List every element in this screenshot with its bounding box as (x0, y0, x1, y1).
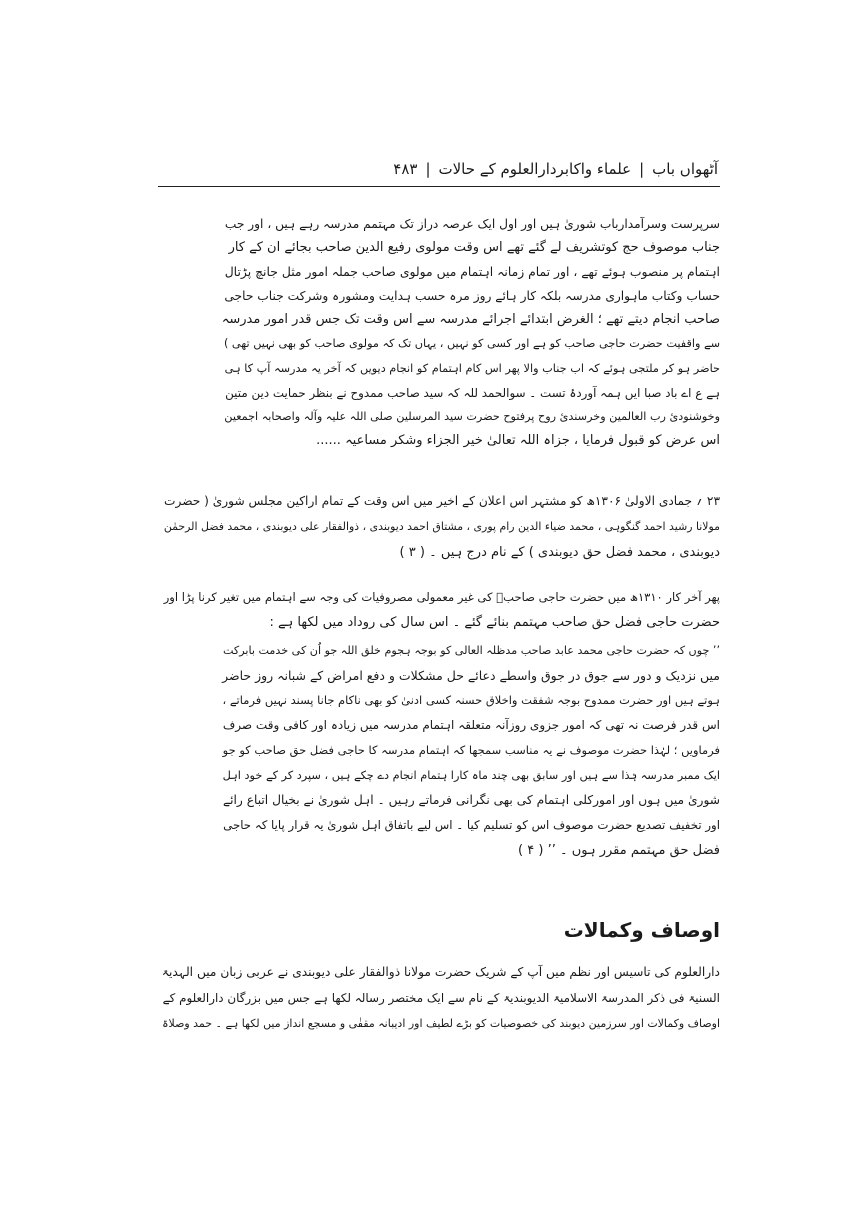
text-line: وخوشنودیٔ رب العالمین وخرسندیٔ روح پرفتوح حضرت سید المرسلین صلی اللہ علیہ وآلہ واصحابہ اجمعین (224, 409, 720, 423)
text-line: ۲۳ ؍ جمادی الاولیٰ ۱۳۰۶ھ کو مشتہر اس اعلان کے اخیر میں اس وقت کے تمام اراکین مجلس شوریٰ ( حضرت (164, 494, 720, 508)
text-line: فرماویں ؛ لہٰذا حضرت موصوف نے یہ مناسب سمجھا کہ اہتمام مدرسہ کا حاجی فضل حق صاحب کو جو (222, 743, 720, 757)
paragraph-1 (152, 489, 720, 565)
text-line: اس قدر فرصت نہ تھی کہ امور جزوی روزآنہ متعلقہ اہتمام مدرسہ میں زیادہ اور کافی وقت صرف (222, 718, 720, 732)
text-line: اہتمام پر منصوب ہوئے تھے ، اور تمام زمانہ اہتمام میں مولوی صاحب جملہ امور مثل جانچ پڑتال (224, 265, 720, 280)
text-line: دارالعلوم کی تاسیس اور نظم میں آپ کے شریک حضرت مولانا ذوالفقار علی دیوبندی نے عربی زبان میں الہدیۃ (161, 965, 720, 979)
text-line: ’’ چوں کہ حضرت حاجی محمد عابد صاحب مدظلہ العالی کو بوجہ ہجوم خلق اللہ جو اُن کی خدمت بابرکت (222, 644, 720, 657)
paragraph-3 (150, 960, 720, 1037)
text-line: حاضر ہو کر ملتجی ہوئے کہ اب جناب والا پھر اس کام اہتمام کو انجام دیویں کہ آخر یہ مدرسہ آپ کا ہی (224, 361, 720, 375)
section-heading: اوصاف وکمالات (563, 918, 720, 942)
text-line: ایک ممبر مدرسہ ہٰذا سے ہیں اور سابق بھی چند ماہ کارا ہتمام انجام دے چکے ہیں ، سپرد کر کے خود اہل (222, 769, 720, 782)
header-title: علماء واکابردارالعلوم کے حالات (438, 160, 632, 178)
text-line: حضرت حاجی فضل حق صاحب مہتمم بنائے گئے ۔ اس سال کی روداد میں لکھا ہے : (269, 615, 720, 630)
text-line: اس عرض کو قبول فرمایا ، جزاہ اللہ تعالیٰ خیر الجزاء وشکر مساعیہ ...... (316, 432, 720, 448)
quote-block-2 (212, 638, 720, 863)
text-line: السنیۃ فی ذکر المدرسۃ الاسلامیۃ الدیوبندیۃ کے نام سے ایک مختصر رسالہ لکھا ہے جس میں بزرگان دارالعلوم کے (162, 990, 720, 1005)
header-separator: | (639, 160, 645, 178)
text-line: شوریٰ میں ہوں اور امورکلی اہتمام کی بھی نگرانی فرماتے رہیں ۔ اہل شوریٰ نے بخیال اتباع رائے (222, 793, 720, 807)
running-header (158, 158, 718, 180)
text-line: میں نزدیک و دور سے جوق در جوق واسطے دعائے حل مشکلات و دفع امراض کے شبانہ روز حاضر (222, 668, 720, 683)
text-line: جناب موصوف حج کوتشریف لے گئے تھے اس وقت مولوی رفیع الدین صاحب بجائے ان کے کار (228, 240, 720, 256)
text-line: اور تخفیف تصدیع حضرت موصوف اس کو تسلیم کیا ۔ اس لیے باتفاق اہل شوریٰ یہ قرار پایا کہ حاجی (223, 818, 720, 832)
text-line: دیوبندی ، محمد فضل حق دیوبندی ) کے نام درج ہیں ۔ ( ۳ ) (399, 544, 720, 560)
text-line: حساب وکتاب ماہواری مدرسہ بلکہ کار ہائے روز مرہ حسب ہدایت ومشورہ وشرکت جناب حاجی (224, 289, 720, 304)
header-rule (158, 186, 720, 187)
text-line: ہے ع اے باد صبا ایں ہمہ آوردۂ تست ۔ سوالحمد للہ کہ سید صاحب ممدوح نے بنظر حمایت دین متین (225, 385, 720, 400)
chapter-label: آٹھواں باب (652, 160, 718, 178)
text-line: مولانا رشید احمد گنگوہی ، محمد ضیاء الدین رام پوری ، مشتاق احمد دیوبندی ، ذوالفقار علی دیوبندی ، محمد فضل الرحمٰن (163, 520, 720, 534)
text-line: ہوتے ہیں اور حضرت ممدوح بوجہ شفقت واخلاق حسنہ کسی ادنیٰ کو بھی ناکام جانا پسند نہیں فرماتے ، (222, 693, 720, 707)
text-line: صاحب انجام دیتے تھے ؛ الغرض ابتدائے اجرائے مدرسہ سے اس وقت تک جس قدر امور مدرسہ (221, 312, 720, 328)
quote-block-1 (214, 212, 720, 453)
text-line: فضل حق مہتمم مقرر ہوں ۔ ’’ ( ۴ ) (518, 843, 720, 858)
text-line: سے واقفیت حضرت حاجی صاحب کو ہے اور کسی کو نہیں ، یہاں تک کہ مولوی صاحب کو بھی نہیں تھی ) (223, 337, 720, 351)
paragraph-2 (152, 585, 720, 635)
text-line: پھر آخر کار ۱۳۱۰ھ میں حضرت حاجی صاحبؒ کی غیر معمولی مصروفیات کی وجہ سے اہتمام میں تغیر کرنا پڑا اور (163, 590, 720, 604)
text-line: سرپرست وسرآمدارباب شوریٰ ہیں اور اول ایک عرصہ دراز تک مہتمم مدرسہ رہے ہیں ، اور جب (224, 217, 720, 231)
header-separator: | (425, 160, 431, 178)
text-line: اوصاف وکمالات اور سرزمین دیوبند کی خصوصیات کو بڑے لطیف اور ادیبانہ مقفٰی و مسجع انداز میں لکھا ہے ۔ حمد وصلاۃ (162, 1017, 720, 1031)
page-number: ۴۸۳ (393, 160, 418, 178)
